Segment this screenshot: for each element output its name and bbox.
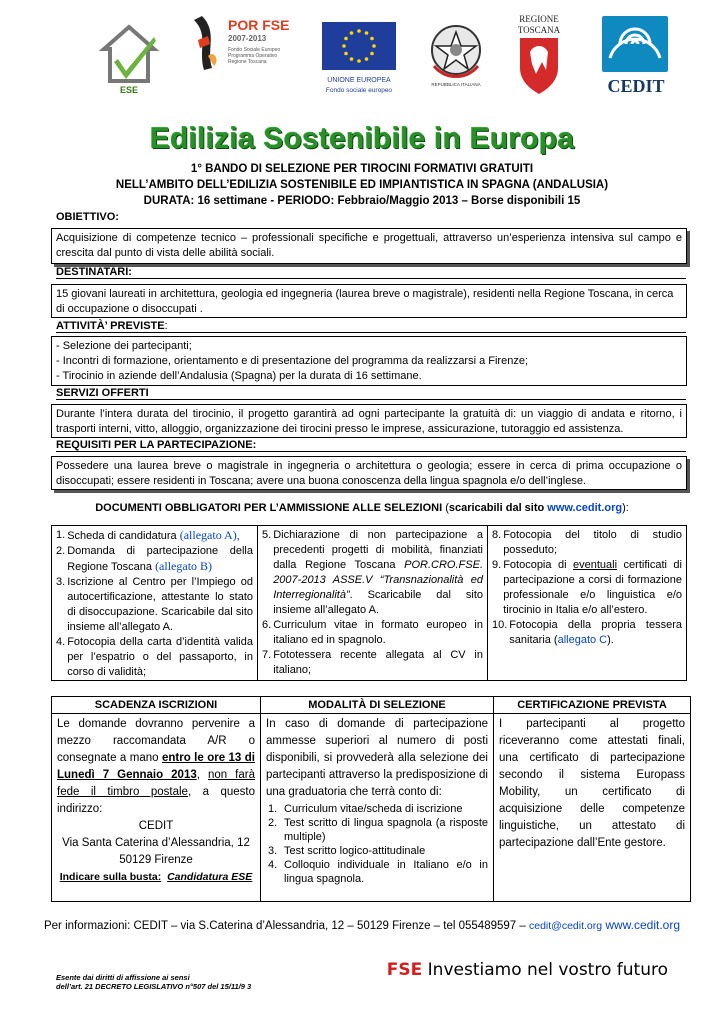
modalita-body [261,714,493,888]
logo-bar [96,10,680,102]
address-city: 50129 Firenze [119,854,193,866]
eu-star-icon [365,57,369,61]
attivita-label [56,320,686,333]
requisiti-text: Possedere una laurea breve o magistrale in ingegneria o architettura o geologia; essere in cerca di prima occupazione o disoccupati; essere residenti in Toscana; avere una buona conoscenza della lingua spagnola e/o dell’inglese. [56,460,682,487]
allegato-b-link[interactable]: (allegato B) [155,559,213,573]
documenti-col-1 [52,526,257,680]
footnote: Esente dai diritti di affissione ai sensi dell’art. 21 DECRETO LEGISLATIVO n°507 del 15/11/9 3 [56,973,252,991]
scadenza-column [51,696,261,902]
attivita-label-colon: : [164,320,168,332]
obiettivo-box [51,228,687,264]
doc-item: 4. Fotocopia della carta d’identità valida per l’espatrio o del passaporto, in corso di validità; [56,636,253,678]
requisiti-label: REQUISITI PER LA PARTECIPAZIONE: [56,439,686,452]
email-link[interactable]: cedit@cedit.org [528,920,603,932]
info-table [51,696,691,902]
por-fse-years: 2007-2013 [228,34,267,43]
certificazione-column [494,696,691,902]
italy-emblem-label: REPUBBLICA ITALIANA [431,82,481,87]
doc-item: 1. Scheda di candidatura (allegato A), [56,528,240,542]
attivita-box [51,336,687,386]
modalita-item: 1. Curriculum vitae/scheda di iscrizione [268,803,463,815]
eu-star-icon [370,37,374,41]
doc-item: 6. Curriculum vitae in formato europeo in italiano ed in spagnolo. [262,619,483,646]
contact-info: Per informazioni: CEDIT – via S.Caterina d’Alessandria, 12 – 50129 Firenze – tel 055489597 – cedit@cedit.org www.cedit.org [43,918,681,932]
eu-star-icon [370,52,374,56]
destinatari-text: 15 giovani laureati in architettura, geologia ed ingegneria (laurea breve o magistrale), residenti nella Regione Toscana, in cerca di occupazione o disoccupati . [56,288,674,315]
allegato-a-link[interactable]: (allegato A), [179,528,240,542]
por-fse-logo [184,10,294,90]
tagline-text: Investiamo nel vostro futuro [427,960,668,980]
eu-star-icon [357,29,361,33]
documenti-heading [0,502,724,514]
certificazione-text: I partecipanti al progetto riceveranno come attestati finali, una certificato di partecipazione secondo il sistema Europass Mobility, un certificato di acquisizione delle competenze linguistiche, un attestato di partecipazione dall’Ente gestore. [499,718,685,849]
header-line-1: 1° BANDO DI SELEZIONE PER TIROCINI FORMATIVI GRATUITI [190,163,534,175]
eu-logo [316,18,402,98]
eu-star-icon [344,52,348,56]
doc-item: 8. Fotocopia del titolo di studio posseduto; [492,529,682,556]
por-fse-line: Fondo Sociale Europeo [228,47,281,53]
header-line-2: NELL’AMBITO DELL’EDILIZIA SOSTENIBILE ED IMPIANTISTICA IN SPAGNA (ANDALUSIA) [115,179,609,191]
doc-item: 2. Domanda di partecipazione della Regione Toscana (allegato B) [56,545,253,573]
certificazione-body [494,714,690,854]
doc-item: 9. Fotocopia di eventuali certificati di partecipazione a corsi di formazione professionale e/o linguistica e/o tirocinio in Italia e/o all’estero. [492,559,682,616]
modalita-item: 3. Test scritto logico-attitudinale [268,845,426,857]
regione-toscana-logo [506,12,572,96]
doc-item: 3. Iscrizione al Centro per l’Impiego od autocertificazione, attestante lo stato di disoccupazione. Scaricabile dal sito insieme all’allegato A. [56,576,253,633]
italy-emblem [426,16,486,90]
address-name: CEDIT [138,820,174,832]
obiettivo-text: Acquisizione di competenze tecnico – professionali specifiche e progettuali, attraverso un’esperienza intensiva sul campo e crescita dal punto di vista delle abilità sociali. [56,232,682,259]
scadenza-deadline: entro le ore 13 di Lunedì 7 Gennaio 2013 [57,752,255,781]
doc-item: 7. Fototessera recente allegata al CV in italiano; [262,649,483,676]
tagline-fse: FSE [386,960,423,980]
documenti-col-2 [257,526,487,680]
modalita-column [261,696,494,902]
por-fse-line: Regione Toscana [228,59,267,65]
documenti-site-link[interactable]: www.cedit.org [547,502,623,514]
attivita-label-text: ATTIVITÀ’ PREVISTE [56,320,165,332]
modalita-list [266,802,488,886]
address-street: Via Santa Caterina d’Alessandria, 12 [62,837,250,849]
servizi-text: Durante l’intera durata del tirocinio, il progetto garantirà ad ogni partecipante la gratuità di: un viaggio di andata e ritorno, i trasporti interni, vitto, alloggio, organizzazione dei tirocini presso le imprese, assicurazione, tutoraggio ed assistenza. [56,408,682,435]
attivita-item: - Tirocinio in aziende dell’Andalusia (Spagna) per la durata di 16 settimane. [56,370,422,382]
destinatari-label: DESTINATARI: [56,266,686,279]
attivita-item: - Selezione dei partecipanti; [56,340,192,352]
toscana-line1: REGIONE [519,14,559,24]
doc-item: 10. Fotocopia della propria tessera sanitaria (allegato C). [492,619,682,646]
eu-star-icon [344,37,348,41]
obiettivo-label: OBIETTIVO: [56,211,119,223]
doc-item: 5. Dichiarazione di non partecipazione a precedenti progetti di mobilità, finanziati dalla Regione Toscana POR.CRO.FSE. 2007-2013 ASSE.V “Transnazionalità ed Interregionalità”. Scaricabile dal sito insieme all’allegato A. [262,529,483,616]
eu-star-icon [350,31,354,35]
modalita-item: 2. Test scritto di lingua spagnola (a risposte multiple) [268,817,488,843]
ese-logo-label: ESE [119,85,139,95]
header-line-3: DURATA: 16 settimane - PERIODO: Febbraio/Maggio 2013 – Borse disponibili 15 [143,195,581,207]
documenti-paren-close: ): [622,502,629,514]
eu-star-icon [357,59,361,63]
cedit-logo-label: CEDIT [607,76,665,96]
page-title: Edilizia Sostenibile in Europa [149,122,575,155]
eu-star-icon [372,44,376,48]
eu-star-icon [365,31,369,35]
destinatari-box [51,284,687,318]
toscana-line2: TOSCANA [517,25,561,35]
certificazione-head: CERTIFICAZIONE PREVISTA [494,697,690,714]
eu-star-icon [342,44,346,48]
cedit-logo [592,14,680,98]
por-fse-line: Programma Operativo [228,53,278,59]
modalita-head: MODALITÀ DI SELEZIONE [261,697,493,714]
allegato-c-link[interactable]: allegato C [557,634,608,646]
busta-note: Indicare sulla busta: Candidatura ESE [59,871,253,883]
por-fse-title: POR FSE [228,17,290,33]
eu-star-icon [350,57,354,61]
documenti-heading-text: DOCUMENTI OBBLIGATORI PER L’AMMISSIONE ALLE SELEZIONI [95,502,443,514]
website-link[interactable]: www.cedit.org [605,918,681,932]
modalita-intro: In caso di domande di partecipazione ammesse superiori al numero di posti disponibili, si provvederà alla selezione dei partecipanti attraverso la predisposizione di una graduatoria che terrà conto di: [266,718,488,798]
servizi-box [51,404,687,438]
tagline [387,960,668,980]
servizi-label: SERVIZI OFFERTI [56,387,686,400]
documenti-table [51,525,687,681]
scadenza-body: Le domande dovranno pervenire a mezzo raccomandata A/R o consegnate a mano entro le ore 13 di Lunedì 7 Gennaio 2013, non farà fede il timbro postale, a questo indirizzo: CEDIT Via Santa Caterina d’Alessandria, 12 50129 Firenze Indicare sulla busta: Candidatura ESE [52,714,260,888]
ese-logo [96,15,162,95]
requisiti-box [51,456,687,490]
scadenza-head: SCADENZA ISCRIZIONI [52,697,260,714]
documenti-scaricabili: scaricabili dal sito [448,502,545,514]
documenti-paren-open: ( [445,502,449,514]
attivita-item: - Incontri di formazione, orientamento e di presentazione del programma da realizzarsi a Firenze; [56,355,529,367]
documenti-col-3 [487,526,686,680]
modalita-item: 4. Colloquio individuale in Italiano e/o in lingua spagnola. [268,859,488,885]
eu-logo-line2: Fondo sociale europeo [325,87,393,94]
eu-logo-line1: UNIONE EUROPEA [327,77,391,84]
